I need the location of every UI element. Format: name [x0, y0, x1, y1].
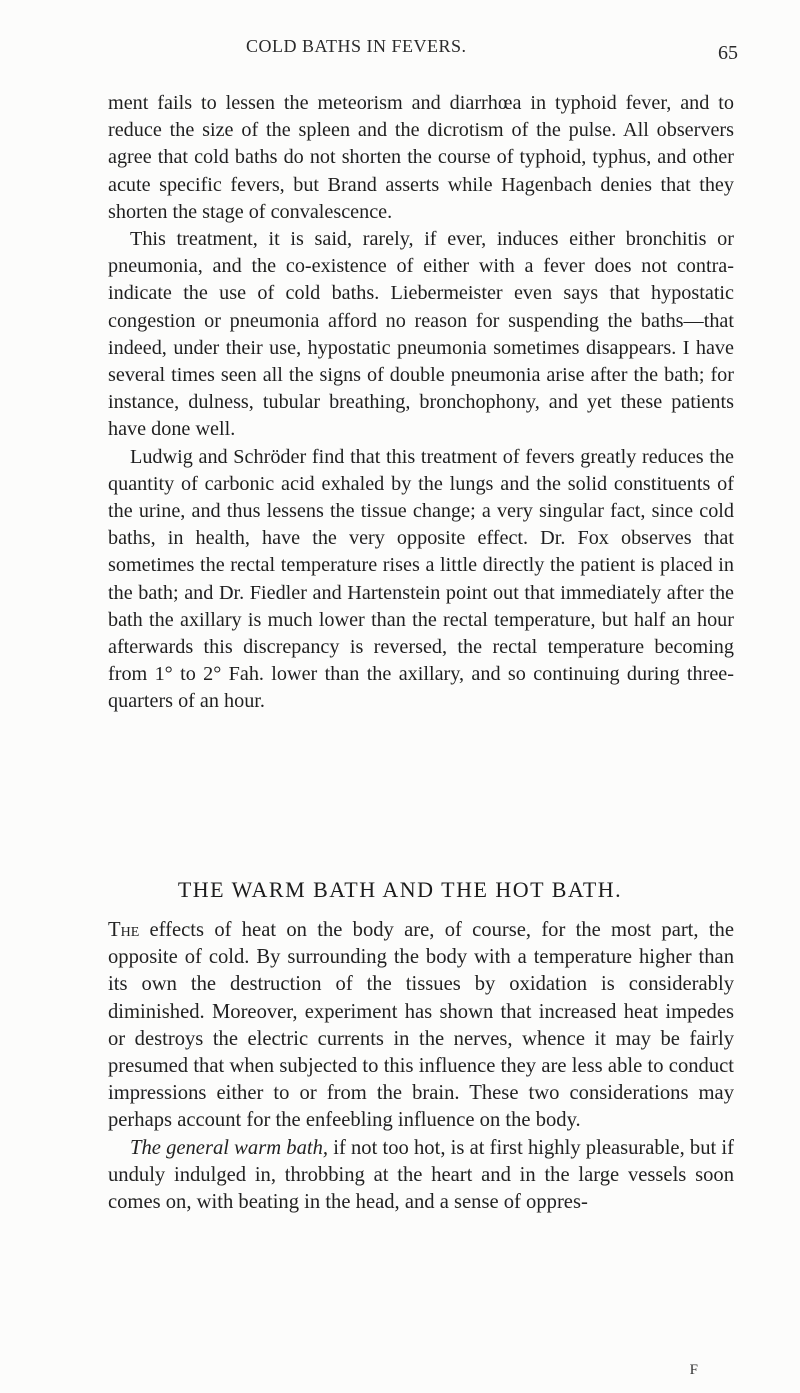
signature-mark: F [689, 1362, 698, 1378]
paragraph-body: effects of heat on the body are, of course, for the most part, the opposite of cold. By surrounding the body with a temperature higher than its own the destruction of the tissues by oxidation is considerably diminished. Moreover, experiment has shown that increased heat impedes or destroys the electric currents in the nerves, whence it may be fairly presumed that when subjected to this influence they are less able to conduct impressions either to or from the brain. These two considerations may perhaps account for the enfeebling influence on the body. [108, 919, 734, 1132]
section-heading: THE WARM BATH AND THE HOT BATH. [177, 877, 623, 902]
paragraph [108, 1135, 734, 1217]
paragraph: This treatment, it is said, rarely, if ever, induces either bronchitis or pneumonia, and the co-existence of either with a fever does not contra-indicate the use of cold baths. Liebermeister even says that hypostatic congestion or pneumonia afford no reason for suspending the baths—that indeed, under their use, hypostatic pneumonia sometimes disappears. I have several times seen all the signs of double pneumonia arise after the bath; for instance, dulness, tubular breathing, bronchophony, and yet these patients have done well. [108, 228, 734, 441]
running-title: COLD BATHS IN FEVERS. [246, 36, 467, 56]
page-number: 65 [718, 42, 738, 64]
paragraph: ment fails to lessen the meteorism and diarrhœa in typhoid fever, and to reduce the size of the spleen and the dicrotism of the pulse. All observers agree that cold baths do not shorten the course of typhoid, typhus, and other acute specific fevers, but Brand asserts while Hagenbach denies that they shorten the stage of convalescence. [108, 92, 734, 223]
paragraph [108, 917, 734, 1135]
paragraph: Ludwig and Schröder find that this treatment of fevers greatly reduces the quantity of carbonic acid exhaled by the lungs and the solid constituents of the urine, and thus lessens the tissue change; a very singular fact, since cold baths, in health, have the very opposite effect. Dr. Fox observes that sometimes the rectal temperature rises a little directly the patient is placed in the bath; and Dr. Fiedler and Hartenstein point out that immediately after the bath the axillary is much lower than the rectal temperature, but half an hour afterwards this discrepancy is reversed, the rectal temperature becoming from 1° to 2° Fah. lower than the axillary, and so continuing during three-quarters of an hour. [108, 445, 734, 713]
running-head [0, 36, 800, 66]
section-warm-bath-text [108, 917, 734, 1216]
paragraph-body: if not too hot, is at first highly pleasurable, but if unduly indulged in, throbbing at the heart and in the large vessels soon comes on, with beating in the head, and a sense of oppres- [108, 1136, 734, 1214]
section-cold-baths-text [108, 90, 734, 716]
italic-term: The general warm bath, [130, 1136, 329, 1159]
lead-word: The [108, 919, 140, 941]
